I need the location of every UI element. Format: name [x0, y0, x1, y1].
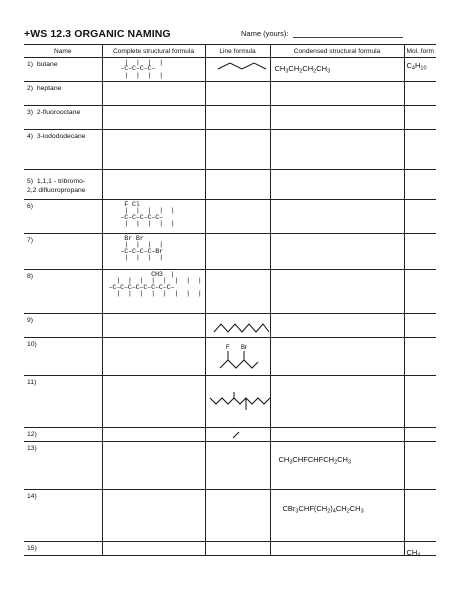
- column-header-name: Name: [24, 45, 102, 58]
- table-row: [24, 106, 436, 130]
- condensed-formula-cell[interactable]: [270, 442, 404, 490]
- condensed-formula-cell[interactable]: [270, 58, 404, 82]
- fluorine-label: F: [225, 345, 230, 351]
- line-formula-cell[interactable]: [205, 200, 270, 234]
- molecular-formula-cell[interactable]: [404, 170, 436, 200]
- row-label: 14): [27, 493, 37, 500]
- name-cell[interactable]: [24, 82, 102, 106]
- row-label: 7): [27, 237, 34, 244]
- condensed-formula-cell[interactable]: [270, 490, 404, 542]
- molecular-formula-cell[interactable]: [404, 270, 436, 314]
- table-row: [24, 428, 436, 442]
- row-label: 1) butane: [27, 61, 58, 68]
- line-formula-cell[interactable]: [205, 314, 270, 338]
- name-cell[interactable]: [24, 270, 102, 314]
- name-cell[interactable]: [24, 130, 102, 170]
- row-label: 15): [27, 545, 37, 552]
- name-cell[interactable]: [24, 376, 102, 428]
- structural-formula-cell[interactable]: [102, 170, 205, 200]
- column-header-structural: Complete structural formula: [102, 45, 205, 58]
- structural-formula-cell[interactable]: [102, 442, 205, 490]
- molecular-formula-cell[interactable]: [404, 200, 436, 234]
- skeletal-bond-line: [210, 398, 270, 404]
- molecular-formula-cell[interactable]: [404, 130, 436, 170]
- condensed-formula-cell[interactable]: [270, 338, 404, 376]
- line-formula-drawing: [206, 428, 271, 442]
- line-formula-cell[interactable]: [205, 270, 270, 314]
- molecular-formula-cell[interactable]: [404, 82, 436, 106]
- table-row: [24, 490, 436, 542]
- structural-formula: | | | | –C–C–C–C– | | | |: [120, 59, 164, 80]
- structural-formula: Br Br | | | | –C–C–C–C–Br | | | |: [120, 235, 164, 262]
- student-name-field[interactable]: [241, 29, 403, 38]
- table-row: [24, 58, 436, 82]
- structural-formula-cell[interactable]: [102, 58, 205, 82]
- line-formula-cell[interactable]: [205, 82, 270, 106]
- row-label: 5) 1,1,1 - tribromo- 2,2 difluoropropane: [27, 178, 86, 194]
- table-row: [24, 542, 436, 556]
- table-row: [24, 442, 436, 490]
- worksheet-header: [24, 28, 444, 42]
- structural-formula: F Cl | | | | | –C–C–C–C–C– | | | | |: [120, 201, 175, 228]
- condensed-formula-cell[interactable]: [270, 376, 404, 428]
- table-row: [24, 314, 436, 338]
- condensed-formula: $CBr_3CHF(CH_2)_4CH_2CH_3$: [282, 504, 364, 515]
- molecular-formula-cell[interactable]: [404, 314, 436, 338]
- name-blank-line[interactable]: [293, 30, 403, 38]
- structural-formula-cell[interactable]: [102, 428, 205, 442]
- table-row: [24, 234, 436, 270]
- row-label: 10): [27, 341, 37, 348]
- row-label: 3) 2-fluorooctane: [27, 109, 81, 116]
- structural-formula-cell[interactable]: [102, 130, 205, 170]
- name-label: Name (yours):: [241, 29, 291, 38]
- row-label: 11): [27, 379, 37, 386]
- condensed-formula-cell[interactable]: [270, 234, 404, 270]
- worksheet-title: +WS 12.3 ORGANIC NAMING: [24, 28, 171, 40]
- row-label: 9): [27, 317, 34, 324]
- name-cell[interactable]: [24, 234, 102, 270]
- line-formula-cell[interactable]: [205, 490, 270, 542]
- structural-formula-cell[interactable]: [102, 338, 205, 376]
- line-formula-drawing: [206, 58, 271, 82]
- column-header-molecular: Mol. form: [404, 45, 436, 58]
- molecular-formula-cell[interactable]: [404, 442, 436, 490]
- skeletal-bond-line: [233, 432, 239, 438]
- name-cell[interactable]: [24, 542, 102, 556]
- column-header-line: Line formula: [205, 45, 270, 58]
- line-formula-cell[interactable]: [205, 428, 270, 442]
- name-cell[interactable]: [24, 428, 102, 442]
- structural-formula-cell[interactable]: [102, 314, 205, 338]
- line-formula-cell[interactable]: [205, 542, 270, 556]
- molecular-formula-cell[interactable]: [404, 338, 436, 376]
- structural-formula-cell[interactable]: [102, 542, 205, 556]
- row-label: 2) heptane: [27, 85, 62, 92]
- condensed-formula-cell[interactable]: [270, 82, 404, 106]
- table-row: [24, 200, 436, 234]
- line-formula-cell[interactable]: [205, 442, 270, 490]
- skeletal-bond-line: [220, 360, 258, 368]
- structural-formula-cell[interactable]: [102, 270, 205, 314]
- name-cell[interactable]: [24, 490, 102, 542]
- name-cell[interactable]: [24, 58, 102, 82]
- table-row: [24, 376, 436, 428]
- line-formula-cell[interactable]: [205, 106, 270, 130]
- table-row: [24, 270, 436, 314]
- molecular-formula-cell[interactable]: [404, 542, 436, 559]
- structural-formula-cell[interactable]: [102, 234, 205, 270]
- condensed-formula-cell[interactable]: [270, 130, 404, 170]
- line-formula-cell[interactable]: [205, 58, 270, 82]
- condensed-formula-cell[interactable]: [270, 200, 404, 234]
- molecular-formula: $C_4H_{10}$: [406, 61, 427, 72]
- structural-formula-cell[interactable]: [102, 376, 205, 428]
- table-row: [24, 170, 436, 200]
- table-row: [24, 82, 436, 106]
- molecular-formula-cell[interactable]: [404, 428, 436, 442]
- structural-formula-cell[interactable]: [102, 106, 205, 130]
- molecular-formula-cell[interactable]: [404, 234, 436, 270]
- line-formula-drawing: [206, 376, 271, 428]
- column-header-condensed: Condensed structural formula: [270, 45, 404, 58]
- naming-table: [24, 44, 436, 559]
- table-row: [24, 338, 436, 376]
- name-cell[interactable]: [24, 170, 102, 200]
- name-cell[interactable]: [24, 442, 102, 490]
- condensed-formula-cell[interactable]: [270, 314, 404, 338]
- structural-formula-cell[interactable]: [102, 82, 205, 106]
- line-formula-cell[interactable]: [205, 376, 270, 428]
- row-label: 12): [27, 431, 37, 438]
- molecular-formula-cell[interactable]: [404, 58, 436, 82]
- structural-formula-cell[interactable]: [102, 490, 205, 542]
- line-formula-drawing: [206, 314, 271, 338]
- molecular-formula: $CH_4$: [406, 548, 421, 559]
- condensed-formula-cell[interactable]: [270, 542, 404, 556]
- skeletal-bond-line: [214, 324, 269, 332]
- condensed-formula-cell[interactable]: [270, 106, 404, 130]
- condensed-formula-cell[interactable]: [270, 270, 404, 314]
- row-label: 8): [27, 273, 34, 280]
- line-formula-cell[interactable]: [205, 130, 270, 170]
- row-label: 6): [27, 203, 34, 210]
- line-formula-cell[interactable]: [205, 234, 270, 270]
- molecular-formula-cell[interactable]: [404, 106, 436, 130]
- molecular-formula-cell[interactable]: [404, 376, 436, 428]
- structural-formula: CH3 | | | | | | | | | –C–C–C–C–C–C–C–C– | | | | | | | |: [108, 271, 202, 298]
- name-cell[interactable]: [24, 314, 102, 338]
- line-formula-cell[interactable]: [205, 338, 270, 376]
- skeletal-bond-line: [218, 63, 266, 69]
- row-label: 4) 3-iodododecane: [27, 133, 86, 140]
- line-formula-drawing: [206, 338, 271, 376]
- line-formula-cell[interactable]: [205, 170, 270, 200]
- condensed-formula: $CH_3CHFCHFCH_2CH_3$: [278, 455, 352, 466]
- molecular-formula-cell[interactable]: [404, 490, 436, 542]
- table-header-row: [24, 45, 436, 58]
- name-cell[interactable]: [24, 200, 102, 234]
- table-row: [24, 130, 436, 170]
- row-label: 13): [27, 445, 37, 452]
- name-cell[interactable]: [24, 338, 102, 376]
- bromine-label: Br: [240, 345, 247, 351]
- structural-formula-cell[interactable]: [102, 200, 205, 234]
- condensed-formula-cell[interactable]: [270, 428, 404, 442]
- name-cell[interactable]: [24, 106, 102, 130]
- condensed-formula: $CH_3CH_2CH_2CH_3$: [274, 64, 331, 75]
- condensed-formula-cell[interactable]: [270, 170, 404, 200]
